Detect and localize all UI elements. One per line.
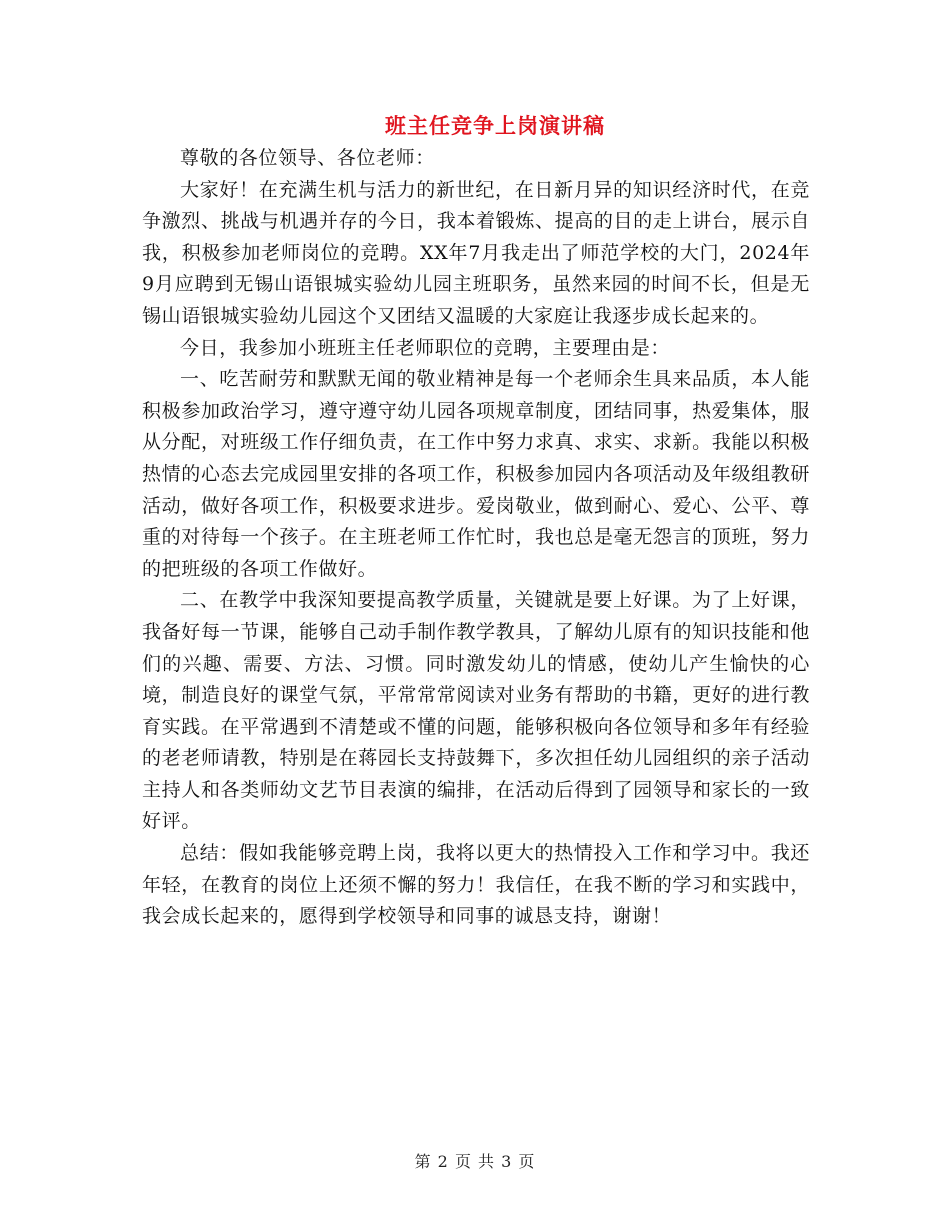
document-title: 班主任竞争上岗演讲稿 xyxy=(385,113,605,138)
paragraph-reasons-intro: 今日，我参加小班班主任老师职位的竞聘，主要理由是： xyxy=(180,336,671,359)
salutation: 尊敬的各位领导、各位老师： xyxy=(180,147,435,169)
paragraph-reason-two: 二、在教学中我深知要提高教学质量，关键就是要上好课。为了上好课，我备好每一节课，能够自己动手制作教学教具，了解幼儿原有的知识技能和他们的兴趣、需要、方法、习惯。同时激发幼儿的情感，使幼儿产生愉快的心境，制造良好的课堂气氛，平常常常阅读对业务有帮助的书籍，更好的进行教育实践。在平常遇到不清楚或不懂的问题，能够积极向各位领导和多年有经验的老老师请教，特别是在蒋园长支持鼓舞下，多次担任幼儿园组织的亲子活动主持人和各类师幼文艺节目表演的编排，在活动后得到了园领导和家长的一致好评。 xyxy=(142,589,810,833)
document-body xyxy=(142,143,810,933)
paragraph-greeting: 大家好！在充满生机与活力的新世纪，在日新月异的知识经济时代，在竞争激烈、挑战与机遇并存的今日，我本着锻炼、提高的目的走上讲台，展示自我，积极参加老师岗位的竞聘。XX年7月我走出了师范学校的大门，2024年9月应聘到无锡山语银城实验幼儿园主班职务，虽然来园的时间不长，但是无锡山语银城实验幼儿园这个又团结又温暖的大家庭让我逐步成长起来的。 xyxy=(142,178,810,327)
paragraph-reason-one: 一、吃苦耐劳和默默无闻的敬业精神是每一个老师余生具来品质，本人能积极参加政治学习，遵守遵守幼儿园各项规章制度，团结同事，热爱集体，服从分配，对班级工作仔细负责，在工作中努力求真、求实、求新。我能以积极热情的心态去完成园里安排的各项工作，积极参加园内各项活动及年级组教研活动，做好各项工作，积极要求进步。爱岗敬业，做到耐心、爱心、公平、尊重的对待每一个孩子。在主班老师工作忙时，我也总是毫无怨言的顶班，努力的把班级的各项工作做好。 xyxy=(142,368,810,580)
paragraph-conclusion: 总结：假如我能够竞聘上岗，我将以更大的热情投入工作和学习中。我还年轻，在教育的岗位上还须不懈的努力！我信任，在我不断的学习和实践中，我会成长起来的，愿得到学校领导和同事的诚恳支持，谢谢！ xyxy=(142,842,810,928)
page-number-footer: 第 2 页 共 3 页 xyxy=(414,1152,536,1171)
